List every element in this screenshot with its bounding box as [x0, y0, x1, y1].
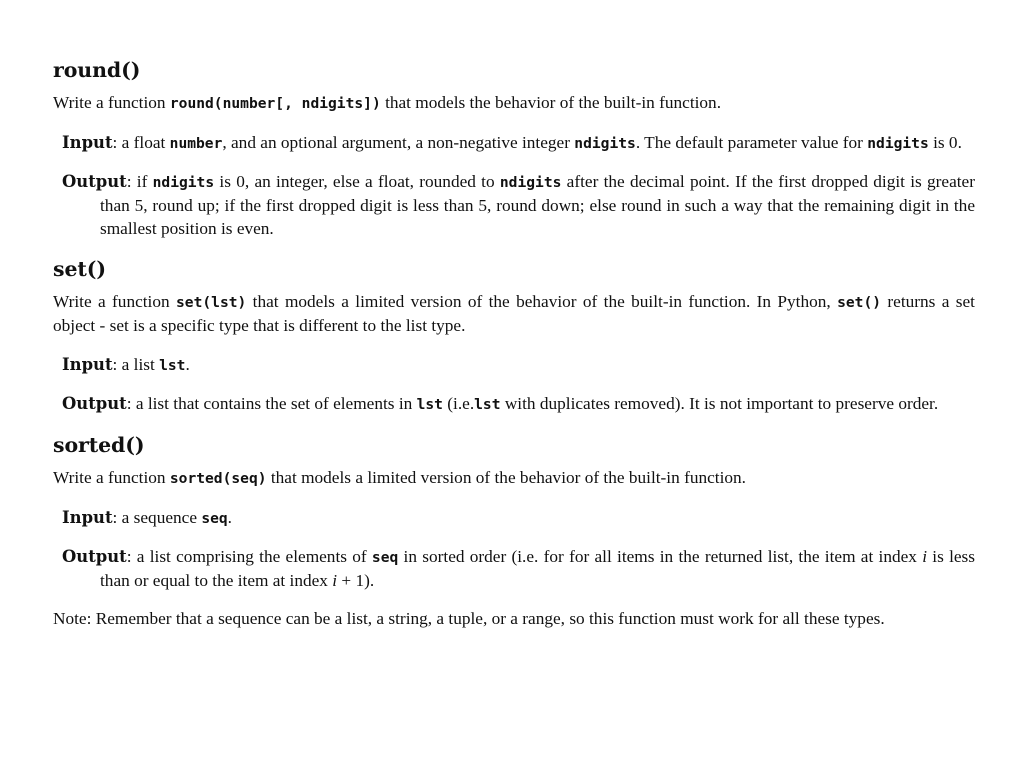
set-input-item: [53, 353, 975, 377]
math-i: i: [922, 547, 928, 566]
round-input-text-3: . The default parameter value for: [635, 133, 868, 152]
output-label: Output: [62, 172, 127, 191]
set-output-item: [53, 392, 975, 416]
set-signature-code: set(lst): [176, 294, 247, 311]
round-output-text-3: after the decimal point. If the first dropped digit is greater than 5, round up; if the first dropped digit is less than 5, round down; else round in such a way that the remaining digit in the smallest position is even.: [100, 172, 975, 238]
sorted-output-text-2: in sorted order (i.e. for for all items in the returned list, the item at index: [398, 547, 923, 566]
round-intro-text: Write a function: [53, 93, 170, 112]
round-output-text-2: is 0, an integer, else a float, rounded to: [214, 172, 500, 191]
note-paragraph: Note: Remember that a sequence can be a list, a string, a tuple, or a range, so this function must work for all these types.: [53, 609, 885, 628]
sorted-intro: [53, 466, 975, 490]
sorted-input-item: [53, 506, 975, 530]
section-title-sorted: sorted(): [53, 433, 145, 457]
round-output-text: : if: [126, 172, 153, 191]
set-intro: [53, 290, 975, 337]
round-signature-code: round(number[, ndigits]): [169, 95, 381, 112]
set-input-text-2: .: [185, 355, 190, 374]
output-label: Output: [62, 394, 127, 413]
round-input-text-4: is 0.: [928, 133, 962, 152]
set-input-text: : a list: [112, 355, 160, 374]
code-lst: lst: [416, 396, 443, 413]
math-i: i: [332, 571, 338, 590]
output-label: Output: [62, 547, 127, 566]
code-set-call: set(): [837, 294, 882, 311]
code-seq: seq: [371, 549, 399, 566]
sorted-output-text-3: is less than or equal to the item at index: [100, 547, 976, 590]
section-set: [53, 255, 975, 416]
set-output-text-3: with duplicates removed). It is not important to preserve order.: [500, 394, 939, 413]
section-title-round: round(): [53, 58, 141, 82]
set-output-text: : a list that contains the set of elements in: [126, 394, 417, 413]
section-round: [53, 56, 975, 240]
set-output-text-2: (i.e.: [442, 394, 475, 413]
input-label: Input: [62, 508, 113, 527]
sorted-intro-text: Write a function: [53, 468, 170, 487]
section-sorted: [53, 431, 975, 630]
sorted-output-text-4: + 1).: [337, 571, 375, 590]
section-title-set: set(): [53, 257, 106, 281]
round-input-text: : a float: [112, 133, 170, 152]
round-input-text-2: , and an optional argument, a non-negative integer: [222, 133, 575, 152]
document-page: [53, 56, 975, 630]
round-intro-text-2: that models the behavior of the built-in function.: [380, 93, 722, 112]
sorted-input-text: : a sequence: [112, 508, 202, 527]
code-ndigits: ndigits: [867, 135, 929, 152]
round-output-item: [53, 170, 975, 240]
input-label: Input: [62, 355, 113, 374]
code-ndigits: ndigits: [574, 135, 636, 152]
code-ndigits: ndigits: [499, 174, 562, 191]
round-input-item: [53, 131, 975, 155]
code-number: number: [169, 135, 223, 152]
code-seq: seq: [201, 510, 228, 527]
set-intro-text-2: that models a limited version of the behavior of the built-in function. In Python,: [246, 292, 838, 311]
input-label: Input: [62, 133, 113, 152]
sorted-output-text: : a list comprising the elements of: [126, 547, 372, 566]
round-intro: [53, 91, 975, 115]
code-lst: lst: [159, 357, 186, 374]
sorted-intro-text-2: that models a limited version of the behavior of the built-in function.: [266, 468, 746, 487]
set-intro-text-3: returns a set object - set is a specific type that is different to the list type.: [53, 292, 975, 335]
sorted-input-text-2: .: [227, 508, 232, 527]
sorted-signature-code: sorted(seq): [169, 470, 267, 487]
code-ndigits: ndigits: [152, 174, 215, 191]
sorted-output-item: [53, 545, 975, 592]
set-intro-text: Write a function: [53, 292, 177, 311]
code-lst: lst: [474, 396, 501, 413]
